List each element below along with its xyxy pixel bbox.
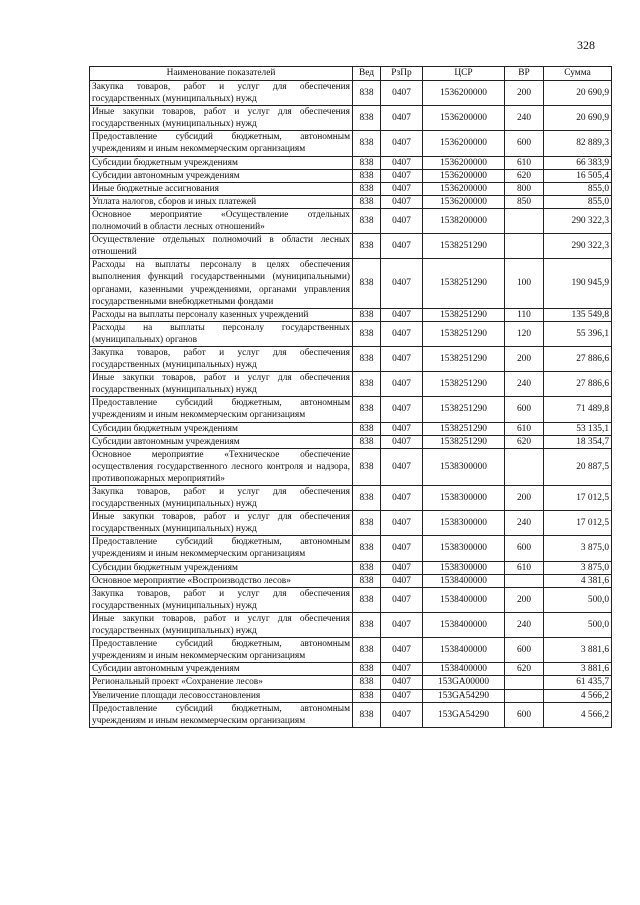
table-row <box>90 234 612 259</box>
row-csr-cell: 1538400000 <box>423 574 505 587</box>
row-ved-cell: 838 <box>353 346 381 371</box>
row-sum-cell: 4 381,6 <box>544 574 612 587</box>
row-csr-cell: 1538251290 <box>423 308 505 321</box>
row-csr-cell: 1538251290 <box>423 321 505 346</box>
row-sum-cell: 20 690,9 <box>544 81 612 106</box>
row-csr-cell: 153GA00000 <box>423 676 505 689</box>
row-name-cell: Закупка товаров, работ и услуг для обеспечения государственных (муниципальных) нужд <box>90 346 353 371</box>
row-ved-cell: 838 <box>353 561 381 574</box>
row-rzpr-cell: 0407 <box>381 195 423 208</box>
row-csr-cell: 1538251290 <box>423 435 505 448</box>
row-csr-cell: 1538400000 <box>423 663 505 676</box>
row-vr-cell: 800 <box>505 182 544 195</box>
row-rzpr-cell: 0407 <box>381 689 423 702</box>
row-name-cell: Субсидии автономным учреждениям <box>90 663 353 676</box>
row-sum-cell: 61 435,7 <box>544 676 612 689</box>
row-sum-cell: 82 889,3 <box>544 131 612 156</box>
row-name-cell: Предоставление субсидий бюджетным, автономным учреждениям и иным некоммерческим организациям <box>90 397 353 422</box>
header-rzpr: РзПр <box>381 67 423 81</box>
row-sum-cell: 27 886,6 <box>544 346 612 371</box>
table-row <box>90 702 612 727</box>
row-name-cell: Субсидии бюджетным учреждениям <box>90 422 353 435</box>
row-rzpr-cell: 0407 <box>381 131 423 156</box>
row-vr-cell: 240 <box>505 106 544 131</box>
row-rzpr-cell: 0407 <box>381 156 423 169</box>
row-name-cell: Субсидии автономным учреждениям <box>90 169 353 182</box>
row-csr-cell: 1538251290 <box>423 422 505 435</box>
table-row <box>90 689 612 702</box>
table-row <box>90 486 612 511</box>
row-csr-cell: 1538251290 <box>423 234 505 259</box>
table-row <box>90 663 612 676</box>
row-csr-cell: 1538300000 <box>423 486 505 511</box>
row-vr-cell: 240 <box>505 372 544 397</box>
table-row <box>90 81 612 106</box>
row-ved-cell: 838 <box>353 81 381 106</box>
row-vr-cell: 120 <box>505 321 544 346</box>
row-ved-cell: 838 <box>353 689 381 702</box>
row-sum-cell: 66 383,9 <box>544 156 612 169</box>
row-ved-cell: 838 <box>353 234 381 259</box>
row-rzpr-cell: 0407 <box>381 663 423 676</box>
row-ved-cell: 838 <box>353 106 381 131</box>
row-rzpr-cell: 0407 <box>381 536 423 561</box>
row-ved-cell: 838 <box>353 156 381 169</box>
table-row <box>90 676 612 689</box>
row-name-cell: Расходы на выплаты персоналу в целях обеспечения выполнения функций государственными (муниципальными) органами, казенными учреждениями, органами управления государственными внебюджетными фондами <box>90 259 353 308</box>
row-sum-cell: 17 012,5 <box>544 486 612 511</box>
row-vr-cell <box>505 448 544 485</box>
row-csr-cell: 1538251290 <box>423 346 505 371</box>
row-name-cell: Предоставление субсидий бюджетным, автономным учреждениям и иным некоммерческим организациям <box>90 702 353 727</box>
row-sum-cell: 27 886,6 <box>544 372 612 397</box>
row-rzpr-cell: 0407 <box>381 638 423 663</box>
row-rzpr-cell: 0407 <box>381 397 423 422</box>
header-vr: ВР <box>505 67 544 81</box>
row-rzpr-cell: 0407 <box>381 435 423 448</box>
row-vr-cell: 600 <box>505 397 544 422</box>
row-sum-cell: 190 945,9 <box>544 259 612 308</box>
row-rzpr-cell: 0407 <box>381 308 423 321</box>
table-row <box>90 397 612 422</box>
row-csr-cell: 153GA54290 <box>423 689 505 702</box>
row-sum-cell: 3 881,6 <box>544 638 612 663</box>
table-row <box>90 321 612 346</box>
table-row <box>90 612 612 637</box>
row-csr-cell: 1536200000 <box>423 131 505 156</box>
row-name-cell: Иные закупки товаров, работ и услуг для обеспечения государственных (муниципальных) нужд <box>90 106 353 131</box>
row-name-cell: Увеличение площади лесовосстановления <box>90 689 353 702</box>
row-rzpr-cell: 0407 <box>381 574 423 587</box>
row-rzpr-cell: 0407 <box>381 676 423 689</box>
row-rzpr-cell: 0407 <box>381 561 423 574</box>
row-vr-cell: 610 <box>505 422 544 435</box>
row-vr-cell: 620 <box>505 169 544 182</box>
row-vr-cell: 600 <box>505 536 544 561</box>
row-name-cell: Основное мероприятие «Воспроизводство лесов» <box>90 574 353 587</box>
table-row <box>90 536 612 561</box>
table-row <box>90 346 612 371</box>
table-row <box>90 574 612 587</box>
table-row <box>90 195 612 208</box>
row-vr-cell <box>505 676 544 689</box>
row-name-cell: Закупка товаров, работ и услуг для обеспечения государственных (муниципальных) нужд <box>90 81 353 106</box>
row-sum-cell: 3 875,0 <box>544 561 612 574</box>
row-ved-cell: 838 <box>353 676 381 689</box>
header-csr: ЦСР <box>423 67 505 81</box>
row-name-cell: Региональный проект «Сохранение лесов» <box>90 676 353 689</box>
row-vr-cell: 200 <box>505 81 544 106</box>
row-csr-cell: 1536200000 <box>423 106 505 131</box>
row-vr-cell: 240 <box>505 612 544 637</box>
row-rzpr-cell: 0407 <box>381 587 423 612</box>
row-rzpr-cell: 0407 <box>381 612 423 637</box>
row-ved-cell: 838 <box>353 397 381 422</box>
row-csr-cell: 1538400000 <box>423 638 505 663</box>
row-ved-cell: 838 <box>353 131 381 156</box>
row-ved-cell: 838 <box>353 486 381 511</box>
row-sum-cell: 18 354,7 <box>544 435 612 448</box>
header-ved: Вед <box>353 67 381 81</box>
row-sum-cell: 855,0 <box>544 182 612 195</box>
row-csr-cell: 1538251290 <box>423 372 505 397</box>
row-vr-cell: 600 <box>505 702 544 727</box>
table-row <box>90 208 612 233</box>
row-name-cell: Предоставление субсидий бюджетным, автономным учреждениям и иным некоммерческим организациям <box>90 638 353 663</box>
row-ved-cell: 838 <box>353 308 381 321</box>
row-ved-cell: 838 <box>353 169 381 182</box>
row-vr-cell: 100 <box>505 259 544 308</box>
table-row <box>90 156 612 169</box>
row-ved-cell: 838 <box>353 511 381 536</box>
row-vr-cell: 240 <box>505 511 544 536</box>
row-name-cell: Предоставление субсидий бюджетным, автономным учреждениям и иным некоммерческим организациям <box>90 131 353 156</box>
row-csr-cell: 1538251290 <box>423 259 505 308</box>
row-rzpr-cell: 0407 <box>381 702 423 727</box>
row-vr-cell: 200 <box>505 486 544 511</box>
row-rzpr-cell: 0407 <box>381 259 423 308</box>
row-ved-cell: 838 <box>353 208 381 233</box>
row-csr-cell: 1538300000 <box>423 448 505 485</box>
table-row <box>90 448 612 485</box>
row-name-cell: Уплата налогов, сборов и иных платежей <box>90 195 353 208</box>
row-csr-cell: 1536200000 <box>423 182 505 195</box>
row-sum-cell: 135 549,8 <box>544 308 612 321</box>
table-row <box>90 308 612 321</box>
row-ved-cell: 838 <box>353 182 381 195</box>
table-row <box>90 587 612 612</box>
row-name-cell: Субсидии бюджетным учреждениям <box>90 156 353 169</box>
row-name-cell: Расходы на выплаты персоналу государственных (муниципальных) органов <box>90 321 353 346</box>
row-vr-cell: 620 <box>505 435 544 448</box>
table-row <box>90 106 612 131</box>
row-vr-cell <box>505 689 544 702</box>
row-csr-cell: 1538251290 <box>423 397 505 422</box>
row-csr-cell: 1538200000 <box>423 208 505 233</box>
row-rzpr-cell: 0407 <box>381 182 423 195</box>
row-sum-cell: 17 012,5 <box>544 511 612 536</box>
table-row <box>90 131 612 156</box>
row-vr-cell: 610 <box>505 156 544 169</box>
row-name-cell: Основное мероприятие «Осуществление отдельных полномочий в области лесных отношений» <box>90 208 353 233</box>
row-rzpr-cell: 0407 <box>381 321 423 346</box>
row-rzpr-cell: 0407 <box>381 486 423 511</box>
row-vr-cell: 200 <box>505 587 544 612</box>
row-vr-cell <box>505 574 544 587</box>
row-rzpr-cell: 0407 <box>381 422 423 435</box>
row-vr-cell: 610 <box>505 561 544 574</box>
row-sum-cell: 4 566,2 <box>544 702 612 727</box>
row-name-cell: Закупка товаров, работ и услуг для обеспечения государственных (муниципальных) нужд <box>90 587 353 612</box>
row-csr-cell: 1536200000 <box>423 169 505 182</box>
row-csr-cell: 1536200000 <box>423 195 505 208</box>
row-csr-cell: 1538300000 <box>423 536 505 561</box>
row-sum-cell: 290 322,3 <box>544 234 612 259</box>
row-ved-cell: 838 <box>353 448 381 485</box>
row-rzpr-cell: 0407 <box>381 81 423 106</box>
row-sum-cell: 3 881,6 <box>544 663 612 676</box>
row-sum-cell: 16 505,4 <box>544 169 612 182</box>
header-sum: Сумма <box>544 67 612 81</box>
row-name-cell: Предоставление субсидий бюджетным, автономным учреждениям и иным некоммерческим организациям <box>90 536 353 561</box>
row-ved-cell: 838 <box>353 663 381 676</box>
row-name-cell: Иные бюджетные ассигнования <box>90 182 353 195</box>
row-sum-cell: 3 875,0 <box>544 536 612 561</box>
row-csr-cell: 153GA54290 <box>423 702 505 727</box>
row-rzpr-cell: 0407 <box>381 346 423 371</box>
row-sum-cell: 500,0 <box>544 587 612 612</box>
row-ved-cell: 838 <box>353 422 381 435</box>
row-rzpr-cell: 0407 <box>381 448 423 485</box>
row-sum-cell: 500,0 <box>544 612 612 637</box>
row-name-cell: Субсидии автономным учреждениям <box>90 435 353 448</box>
row-csr-cell: 1538300000 <box>423 511 505 536</box>
row-name-cell: Субсидии бюджетным учреждениям <box>90 561 353 574</box>
row-sum-cell: 71 489,8 <box>544 397 612 422</box>
row-name-cell: Расходы на выплаты персоналу казенных учреждений <box>90 308 353 321</box>
table-row <box>90 372 612 397</box>
row-rzpr-cell: 0407 <box>381 372 423 397</box>
table-row <box>90 182 612 195</box>
row-ved-cell: 838 <box>353 372 381 397</box>
header-name: Наименование показателей <box>90 67 353 81</box>
row-vr-cell: 600 <box>505 131 544 156</box>
row-ved-cell: 838 <box>353 574 381 587</box>
row-name-cell: Иные закупки товаров, работ и услуг для обеспечения государственных (муниципальных) нужд <box>90 511 353 536</box>
row-sum-cell: 855,0 <box>544 195 612 208</box>
row-vr-cell: 110 <box>505 308 544 321</box>
row-ved-cell: 838 <box>353 702 381 727</box>
row-ved-cell: 838 <box>353 536 381 561</box>
row-name-cell: Основное мероприятие «Техническое обеспечение осуществления государственного лесного контроля и надзора, противопожарных мероприятий» <box>90 448 353 485</box>
table-row <box>90 561 612 574</box>
row-ved-cell: 838 <box>353 435 381 448</box>
row-ved-cell: 838 <box>353 638 381 663</box>
row-name-cell: Осуществление отдельных полномочий в области лесных отношений <box>90 234 353 259</box>
row-rzpr-cell: 0407 <box>381 106 423 131</box>
row-vr-cell: 200 <box>505 346 544 371</box>
row-csr-cell: 1536200000 <box>423 81 505 106</box>
row-sum-cell: 4 566,2 <box>544 689 612 702</box>
row-vr-cell <box>505 234 544 259</box>
row-rzpr-cell: 0407 <box>381 208 423 233</box>
row-sum-cell: 290 322,3 <box>544 208 612 233</box>
row-sum-cell: 20 887,5 <box>544 448 612 485</box>
row-csr-cell: 1536200000 <box>423 156 505 169</box>
row-csr-cell: 1538400000 <box>423 612 505 637</box>
row-rzpr-cell: 0407 <box>381 234 423 259</box>
row-csr-cell: 1538400000 <box>423 587 505 612</box>
table-header-row <box>90 67 612 81</box>
row-sum-cell: 53 135,1 <box>544 422 612 435</box>
table-row <box>90 259 612 308</box>
budget-table <box>89 66 612 728</box>
row-vr-cell: 850 <box>505 195 544 208</box>
row-ved-cell: 838 <box>353 587 381 612</box>
row-ved-cell: 838 <box>353 612 381 637</box>
row-name-cell: Закупка товаров, работ и услуг для обеспечения государственных (муниципальных) нужд <box>90 486 353 511</box>
row-ved-cell: 838 <box>353 259 381 308</box>
row-ved-cell: 838 <box>353 195 381 208</box>
row-ved-cell: 838 <box>353 321 381 346</box>
table-row <box>90 169 612 182</box>
row-name-cell: Иные закупки товаров, работ и услуг для обеспечения государственных (муниципальных) нужд <box>90 612 353 637</box>
row-sum-cell: 55 396,1 <box>544 321 612 346</box>
row-sum-cell: 20 690,9 <box>544 106 612 131</box>
table-row <box>90 435 612 448</box>
row-rzpr-cell: 0407 <box>381 511 423 536</box>
row-vr-cell <box>505 208 544 233</box>
row-rzpr-cell: 0407 <box>381 169 423 182</box>
table-row <box>90 511 612 536</box>
row-vr-cell: 620 <box>505 663 544 676</box>
row-name-cell: Иные закупки товаров, работ и услуг для обеспечения государственных (муниципальных) нужд <box>90 372 353 397</box>
page-number: 328 <box>577 38 595 52</box>
row-vr-cell: 600 <box>505 638 544 663</box>
table-row <box>90 422 612 435</box>
table-row <box>90 638 612 663</box>
row-csr-cell: 1538300000 <box>423 561 505 574</box>
